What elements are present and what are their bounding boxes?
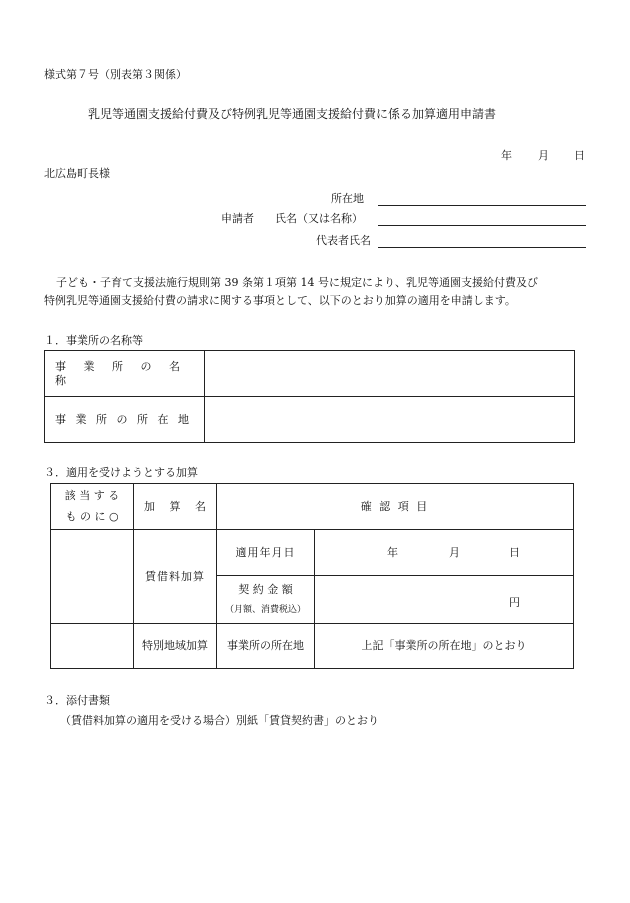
table-row — [45, 397, 575, 443]
special-area-item-value: 上記「事業所の所在地」のとおり — [315, 624, 574, 669]
facility-address-label: 事 業 所 の 所 在 地 — [55, 412, 192, 426]
facility-info-table — [44, 350, 575, 443]
document-title: 乳児等通園支援給付費及び特例乳児等通園支援給付費に係る加算適用申請書 — [88, 107, 497, 121]
date-day-label: 日 — [574, 149, 585, 162]
special-area-addition-name: 特別地域加算 — [134, 624, 217, 669]
applicant-name-label: 氏名（又は名称） — [275, 212, 363, 225]
facility-name-input[interactable] — [205, 351, 575, 397]
table-row — [51, 530, 574, 576]
date-month-label: 月 — [538, 149, 549, 162]
table-row — [51, 484, 574, 530]
applicable-header — [51, 484, 134, 530]
facility-address-label-cell — [45, 397, 205, 443]
section2-heading: ３．適用を受けようとする加算 — [44, 466, 198, 479]
special-area-item-label: 事業所の所在地 — [217, 624, 315, 669]
addressee: 北広島町長様 — [44, 167, 110, 180]
applicant-name-field[interactable] — [378, 225, 586, 226]
rent-date-month: 月 — [449, 546, 460, 559]
contract-amount-label-cell — [217, 576, 315, 624]
table-row — [45, 351, 575, 397]
facility-address-input[interactable] — [205, 397, 575, 443]
confirmation-header: 確 認 項 目 — [217, 484, 574, 530]
rent-date-day: 日 — [509, 546, 520, 559]
contract-amount-unit: 円 — [509, 596, 520, 609]
addition-name-header: 加 算 名 — [134, 484, 217, 530]
date-year-label: 年 — [501, 149, 512, 162]
addition-table — [50, 483, 574, 669]
applicable-header-line-2: も の に ○ — [65, 509, 119, 523]
form-number: 様式第７号（別表第３関係） — [44, 68, 187, 81]
facility-name-label: 事 業 所 の 名 称 — [55, 360, 187, 387]
representative-name-label: 代表者氏名 — [316, 234, 371, 247]
rent-applicable-checkbox[interactable] — [51, 530, 134, 624]
applicant-address-field[interactable] — [378, 205, 586, 206]
attachments-text: （賃借料加算の適用を受ける場合）別紙「賃貸契約書」のとおり — [60, 714, 379, 727]
body-text-line-2: 特例乳児等通園支援給付費の請求に関する事項として、以下のとおり加算の適用を申請します。 — [44, 294, 516, 307]
applicant-label: 申請者 — [221, 212, 254, 225]
rent-date-year: 年 — [387, 546, 398, 559]
section3-heading: ３．添付書類 — [44, 694, 110, 707]
applicable-header-line-1: 該 当 す る — [64, 488, 120, 502]
special-area-applicable-checkbox[interactable] — [51, 624, 134, 669]
contract-amount-input[interactable] — [315, 576, 574, 624]
contract-amount-note: （月額、消費税込） — [224, 604, 306, 615]
table-row — [51, 624, 574, 669]
rent-start-date-input[interactable] — [315, 530, 574, 576]
applicant-address-label: 所在地 — [331, 192, 364, 205]
contract-amount-label: 契 約 金 額 — [238, 582, 293, 596]
rent-start-date-label: 適用年月日 — [217, 530, 315, 576]
rent-addition-name: 賃借料加算 — [134, 530, 217, 624]
facility-name-label-cell — [45, 351, 205, 397]
representative-name-field[interactable] — [378, 247, 586, 248]
body-text-line-1: 子ども・子育て支援法施行規則第 39 条第１項第 14 号に規定により、乳児等通園支援給付費及び — [56, 276, 538, 289]
section1-heading: １．事業所の名称等 — [44, 334, 143, 347]
